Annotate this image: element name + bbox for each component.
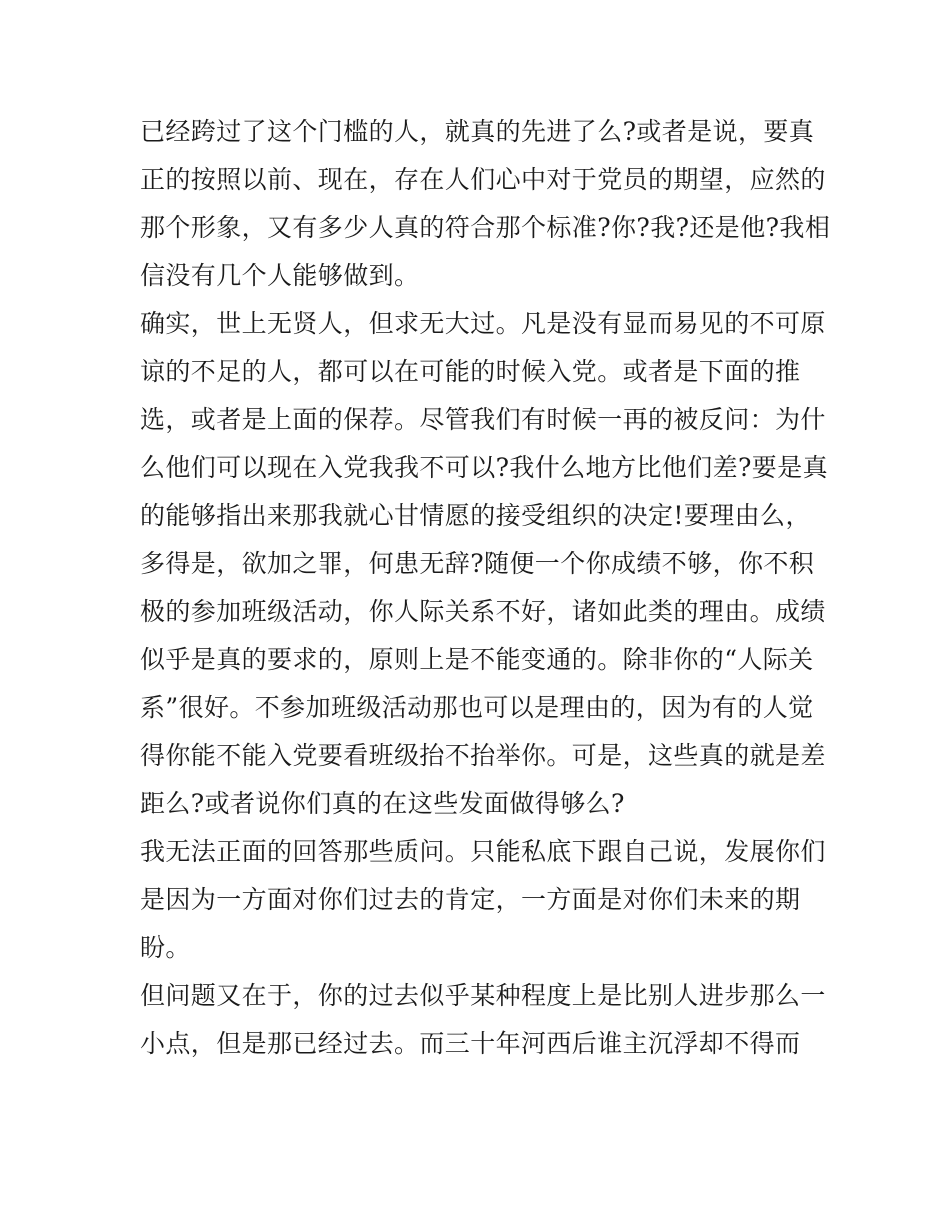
text-line: 是因为一方面对你们过去的肯定，一方面是对你们未来的期 [140, 885, 801, 914]
text-line: 那个形象，又有多少人真的符合那个标准?你?我?还是他?我相 [140, 213, 831, 242]
text-line: 么他们可以现在入党我我不可以?我什么地方比他们差?要是真 [140, 453, 829, 482]
paragraph-1 [140, 108, 831, 300]
text-line: 选，或者是上面的保荐。尽管我们有时候一再的被反问：为什 [140, 405, 826, 434]
paragraph-2 [140, 300, 829, 828]
paragraph-4 [140, 972, 826, 1068]
text-line: 的能够指出来那我就心甘情愿的接受组织的决定!要理由么， [140, 501, 811, 530]
text-line: 谅的不足的人，都可以在可能的时候入党。或者是下面的推 [140, 357, 801, 386]
text-line: 正的按照以前、现在，存在人们心中对于党员的期望，应然的 [140, 165, 826, 194]
text-line: 已经跨过了这个门槛的人，就真的先进了么?或者是说，要真 [140, 117, 815, 146]
paragraph-3 [140, 828, 826, 972]
text-line: 我无法正面的回答那些质问。只能私底下跟自己说，发展你们 [140, 837, 826, 866]
text-line: 小点，但是那已经过去。而三十年河西后谁主沉浮却不得而 [140, 1029, 801, 1058]
text-line: 盼。 [140, 933, 191, 962]
text-line: 但问题又在于，你的过去似乎某种程度上是比别人进步那么一 [140, 981, 826, 1010]
text-line: 多得是，欲加之罪，何患无辞?随便一个你成绩不够，你不积 [140, 549, 815, 578]
text-line: 信没有几个人能够做到。 [140, 261, 420, 290]
text-line: 系”很好。不参加班级活动那也可以是理由的，因为有的人觉 [140, 693, 814, 722]
text-line: 极的参加班级活动，你人际关系不好，诸如此类的理由。成绩 [140, 597, 826, 626]
text-line: 似乎是真的要求的，原则上是不能变通的。除非你的“人际关 [140, 645, 814, 674]
document-body [140, 108, 831, 1068]
text-line: 确实，世上无贤人，但求无大过。凡是没有显而易见的不可原 [140, 309, 826, 338]
text-line: 距么?或者说你们真的在这些发面做得够么? [140, 789, 625, 818]
text-line: 得你能不能入党要看班级抬不抬举你。可是，这些真的就是差 [140, 741, 826, 770]
